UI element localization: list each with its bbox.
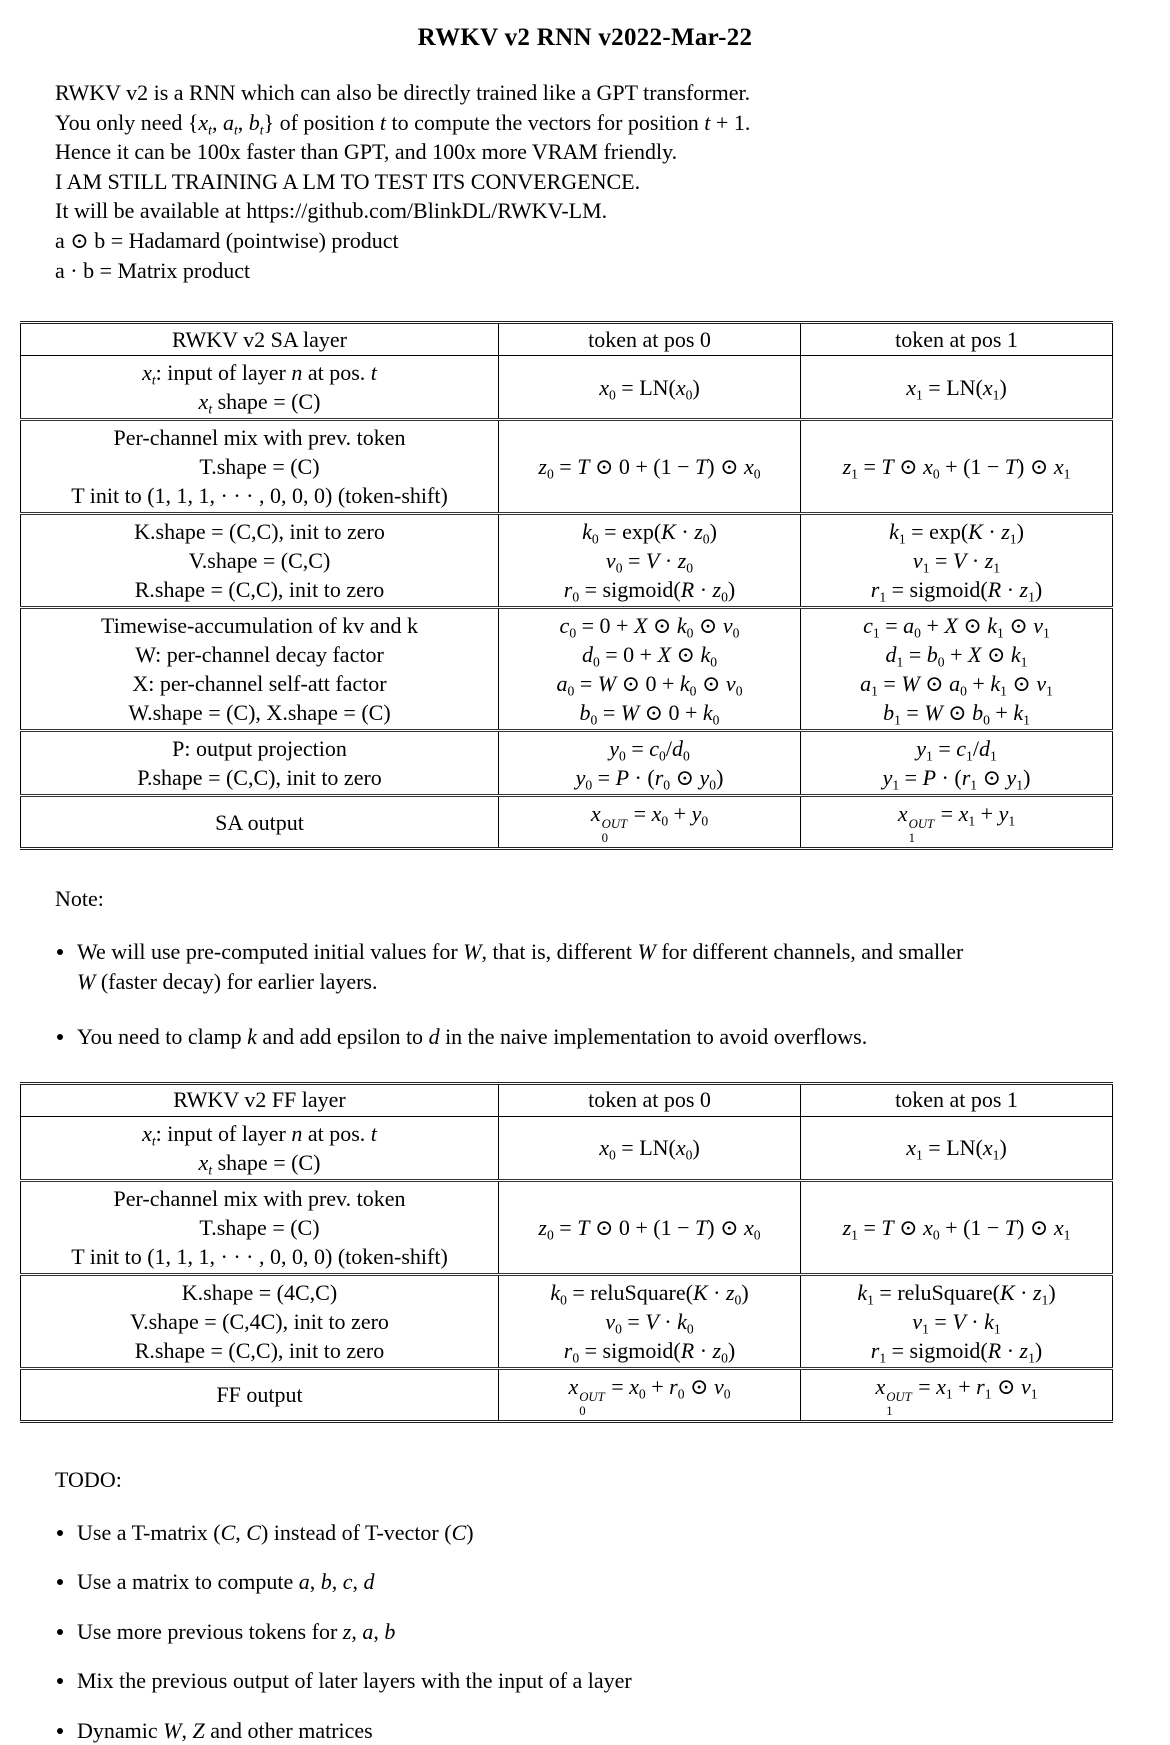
math-line: $y_0 = P \cdot (r_0$ ⊙ $y_0$) [575, 765, 724, 793]
label-line: Per-channel mix with prev. token [113, 425, 406, 451]
label-line: T.shape = (C) [199, 1214, 320, 1240]
bullet-icon [57, 1629, 63, 1635]
label-line: X: per-channel self-att factor [132, 671, 387, 697]
pos1-cell [801, 356, 1113, 420]
label-cell [21, 731, 499, 796]
pos1-cell [801, 731, 1113, 796]
table-row [21, 608, 1113, 731]
label-line: R.shape = (C,C), init to zero [134, 577, 385, 603]
bullet-icon [57, 1579, 63, 1585]
math-line: $x_0 = LN(x_0)$ [599, 1135, 700, 1163]
math-line: $z_0 = T$ ⊙ 0 + (1 − T) ⊙ $x_0$ [538, 454, 761, 482]
pos0-cell [499, 608, 801, 731]
math-line: $v_1 = V \cdot k_1$ [912, 1308, 1001, 1337]
pos1-cell [801, 1368, 1113, 1421]
math-line: $r_0$ = sigmoid(R · $z_0$) [563, 1337, 736, 1366]
table-header-row [21, 1083, 1113, 1116]
todo-heading: TODO: [55, 1466, 122, 1492]
math-line: $z_0 = T$ ⊙ 0 + (1 − T) ⊙ $x_0$ [538, 1214, 761, 1243]
table-row [21, 1180, 1113, 1274]
table-row [21, 796, 1113, 849]
math-line: x OUT 0 = $x_0 + y_0$ [590, 801, 709, 846]
label-line: V.shape = (C,C) [188, 548, 331, 574]
pos1-cell [801, 796, 1113, 849]
column-header: RWKV v2 FF layer [21, 1083, 499, 1116]
label-line: $x_t$ shape = (C) [198, 1149, 321, 1178]
math-line: $a_0 = W$ ⊙ $0 + k_0$ ⊙ $v_0$ [556, 671, 743, 699]
list-item-text: Use a matrix to compute a, b, c, d [77, 1569, 375, 1595]
bullet-icon [57, 1034, 63, 1040]
paragraph-line: I AM STILL TRAINING A LM TO TEST ITS CONVERGENCE. [55, 168, 641, 194]
pos1-cell [801, 1180, 1113, 1274]
label-line: P.shape = (C,C), init to zero [137, 765, 382, 791]
math-line: $y_0 = c_0/d_0$ [609, 736, 690, 764]
label-line: SA output [215, 809, 304, 835]
label-line: $x_t$: input of layer n at pos. t [142, 360, 377, 388]
math-line: $c_0 = 0 + X$ ⊙ $k_0$ ⊙ $v_0$ [559, 613, 740, 641]
label-line: V.shape = (C,4C), init to zero [130, 1308, 389, 1334]
label-line: T init to (1, 1, 1, · · · , 0, 0, 0) (token-shift) [71, 483, 448, 509]
math-line: $k_0$ = reluSquare(K · $z_0$) [550, 1279, 749, 1308]
label-cell [21, 1274, 499, 1368]
math-line: x OUT 1 = $x_1 + r_1$ ⊙ $v_1$ [875, 1373, 1038, 1418]
math-line: $c_1 = a_0 + X$ ⊙ $k_1$ ⊙ $v_1$ [863, 613, 1050, 641]
label-line: K.shape = (C,C), init to zero [134, 519, 385, 545]
list-item-text: You need to clamp k and add epsilon to d in the naive implementation to avoid overflows. [77, 1024, 868, 1050]
label-line: $x_t$: input of layer n at pos. t [142, 1120, 377, 1149]
math-line: $b_1 = W$ ⊙ $b_0 + k_1$ [883, 700, 1030, 728]
list-item-text: Use more previous tokens for z, a, b [77, 1618, 396, 1644]
label-line: P: output projection [172, 736, 347, 762]
math-line: $k_1$ = reluSquare(K · $z_1$) [857, 1279, 1056, 1308]
page-title: RWKV v2 RNN v2022-Mar-22 [417, 24, 753, 51]
label-cell [21, 420, 499, 514]
paragraph-line: RWKV v2 is a RNN which can also be directly trained like a GPT transformer. [55, 80, 751, 105]
label-line: K.shape = (4C,C) [181, 1279, 338, 1305]
table-row [21, 1274, 1113, 1368]
sa-layer-table [20, 321, 1113, 850]
math-line: $y_1 = c_1/d_1$ [916, 736, 997, 764]
math-line: $v_0 = V \cdot z_0$ [605, 548, 694, 576]
label-cell [21, 1116, 499, 1180]
pos1-cell [801, 1116, 1113, 1180]
pos1-cell [801, 420, 1113, 514]
column-header: token at pos 0 [499, 323, 801, 356]
label-cell [21, 608, 499, 731]
pos0-cell [499, 356, 801, 420]
column-header: token at pos 1 [801, 1083, 1113, 1116]
pos0-cell [499, 514, 801, 608]
math-line: $k_1 = \exp(K \cdot z_1)$ [889, 519, 1024, 547]
list-item [57, 1617, 1170, 1647]
bullet-icon [57, 1678, 63, 1684]
pos0-cell [499, 796, 801, 849]
math-line: $z_1 = T$ ⊙ $x_0 + (1 - T)$ ⊙ $x_1$ [842, 454, 1071, 482]
label-line: FF output [216, 1382, 303, 1408]
list-item-text: Use a T-matrix (C, C) instead of T-vector (C) [77, 1519, 474, 1545]
label-line: W.shape = (C), X.shape = (C) [128, 700, 391, 726]
pos0-cell [499, 731, 801, 796]
table-row [21, 731, 1113, 796]
column-header: token at pos 0 [499, 1083, 801, 1116]
label-cell [21, 1368, 499, 1421]
paragraph-line: It will be available at https://github.com/BlinkDL/RWKV-LM. [55, 198, 608, 224]
list-item [57, 1716, 1170, 1745]
pos0-cell [499, 420, 801, 514]
math-line: $x_0 = LN(x_0)$ [599, 374, 700, 403]
list-item-text: Dynamic W, Z and other matrices [77, 1717, 373, 1743]
list-item-text: Mix the previous output of later layers with the input of a layer [77, 1668, 632, 1694]
note-list [57, 937, 1170, 1052]
table-row [21, 514, 1113, 608]
column-header: token at pos 1 [801, 323, 1113, 356]
label-line: W: per-channel decay factor [135, 642, 384, 668]
table-row [21, 420, 1113, 514]
math-line: $k_0 = \exp(K \cdot z_0)$ [582, 519, 717, 547]
pos0-cell [499, 1180, 801, 1274]
ff-layer-table [20, 1082, 1113, 1423]
label-line: R.shape = (C,C), init to zero [134, 1337, 385, 1363]
math-line: $r_1$ = sigmoid(R · $z_1$) [870, 1337, 1043, 1366]
list-item [57, 1567, 1170, 1597]
pos0-cell [499, 1368, 801, 1421]
paragraph-line: Hence it can be 100x faster than GPT, and 100x more VRAM friendly. [55, 139, 678, 165]
todo-list [57, 1518, 1170, 1745]
bullet-icon [57, 1728, 63, 1734]
math-line: $r_0$ = sigmoid(R · $z_0$) [563, 577, 736, 605]
label-line: Timewise-accumulation of kv and k [101, 613, 418, 639]
table-row [21, 356, 1113, 420]
note-heading: Note: [55, 886, 104, 912]
math-line: $d_1 = b_0 + X$ ⊙ $k_1$ [885, 642, 1028, 670]
bullet-icon [57, 1530, 63, 1536]
math-line: $v_1 = V \cdot z_1$ [912, 548, 1001, 576]
math-line: $y_1 = P \cdot (r_1$ ⊙ $y_1$) [882, 765, 1031, 793]
label-line: Per-channel mix with prev. token [113, 1185, 406, 1211]
table-row [21, 1368, 1113, 1421]
label-cell [21, 1180, 499, 1274]
paragraph-line: a · b = Matrix product [55, 257, 251, 283]
pos1-cell [801, 608, 1113, 731]
math-line: $r_1$ = sigmoid(R · $z_1$) [870, 577, 1043, 605]
math-line: $b_0 = W$ ⊙ $0 + k_0$ [579, 700, 720, 728]
list-item-text: We will use pre-computed initial values for W, that is, different W for different channels, and smaller W (faster decay) for earlier layers. [77, 939, 964, 994]
math-line: $x_1 = LN(x_1)$ [906, 1135, 1007, 1163]
pos1-cell [801, 514, 1113, 608]
math-line: x OUT 1 = $x_1 + y_1$ [897, 801, 1016, 846]
label-line: T.shape = (C) [199, 454, 320, 480]
list-item [57, 1022, 1170, 1052]
math-line: $d_0 = 0 + X$ ⊙ $k_0$ [581, 642, 718, 670]
list-item [57, 937, 1170, 996]
pos1-cell [801, 1274, 1113, 1368]
pos0-cell [499, 1116, 801, 1180]
label-cell [21, 796, 499, 849]
label-line: $x_t$ shape = (C) [198, 389, 321, 417]
table-row [21, 1116, 1113, 1180]
label-cell [21, 356, 499, 420]
math-line: $z_1 = T$ ⊙ $x_0 + (1 - T)$ ⊙ $x_1$ [842, 1214, 1071, 1243]
list-item [57, 1666, 1170, 1696]
label-line: T init to (1, 1, 1, · · · , 0, 0, 0) (token-shift) [71, 1243, 448, 1269]
paragraph-line: You only need {$x_t$, $a_t$, $b_t$} of position t to compute the vectors for position t + 1. [55, 109, 751, 138]
list-item [57, 1518, 1170, 1548]
column-header: RWKV v2 SA layer [21, 323, 499, 356]
math-line: $v_0 = V \cdot k_0$ [605, 1308, 694, 1337]
math-line: $x_1 = LN(x_1)$ [906, 374, 1007, 403]
paragraph-line: a ⊙ b = Hadamard (pointwise) product [55, 227, 399, 253]
label-cell [21, 514, 499, 608]
intro-paragraph [55, 78, 1170, 285]
pos0-cell [499, 1274, 801, 1368]
math-line: $a_1 = W$ ⊙ $a_0 + k_1$ ⊙ $v_1$ [860, 671, 1053, 699]
bullet-icon [57, 949, 63, 955]
table-header-row [21, 323, 1113, 356]
math-line: x OUT 0 = $x_0 + r_0$ ⊙ $v_0$ [568, 1373, 731, 1418]
